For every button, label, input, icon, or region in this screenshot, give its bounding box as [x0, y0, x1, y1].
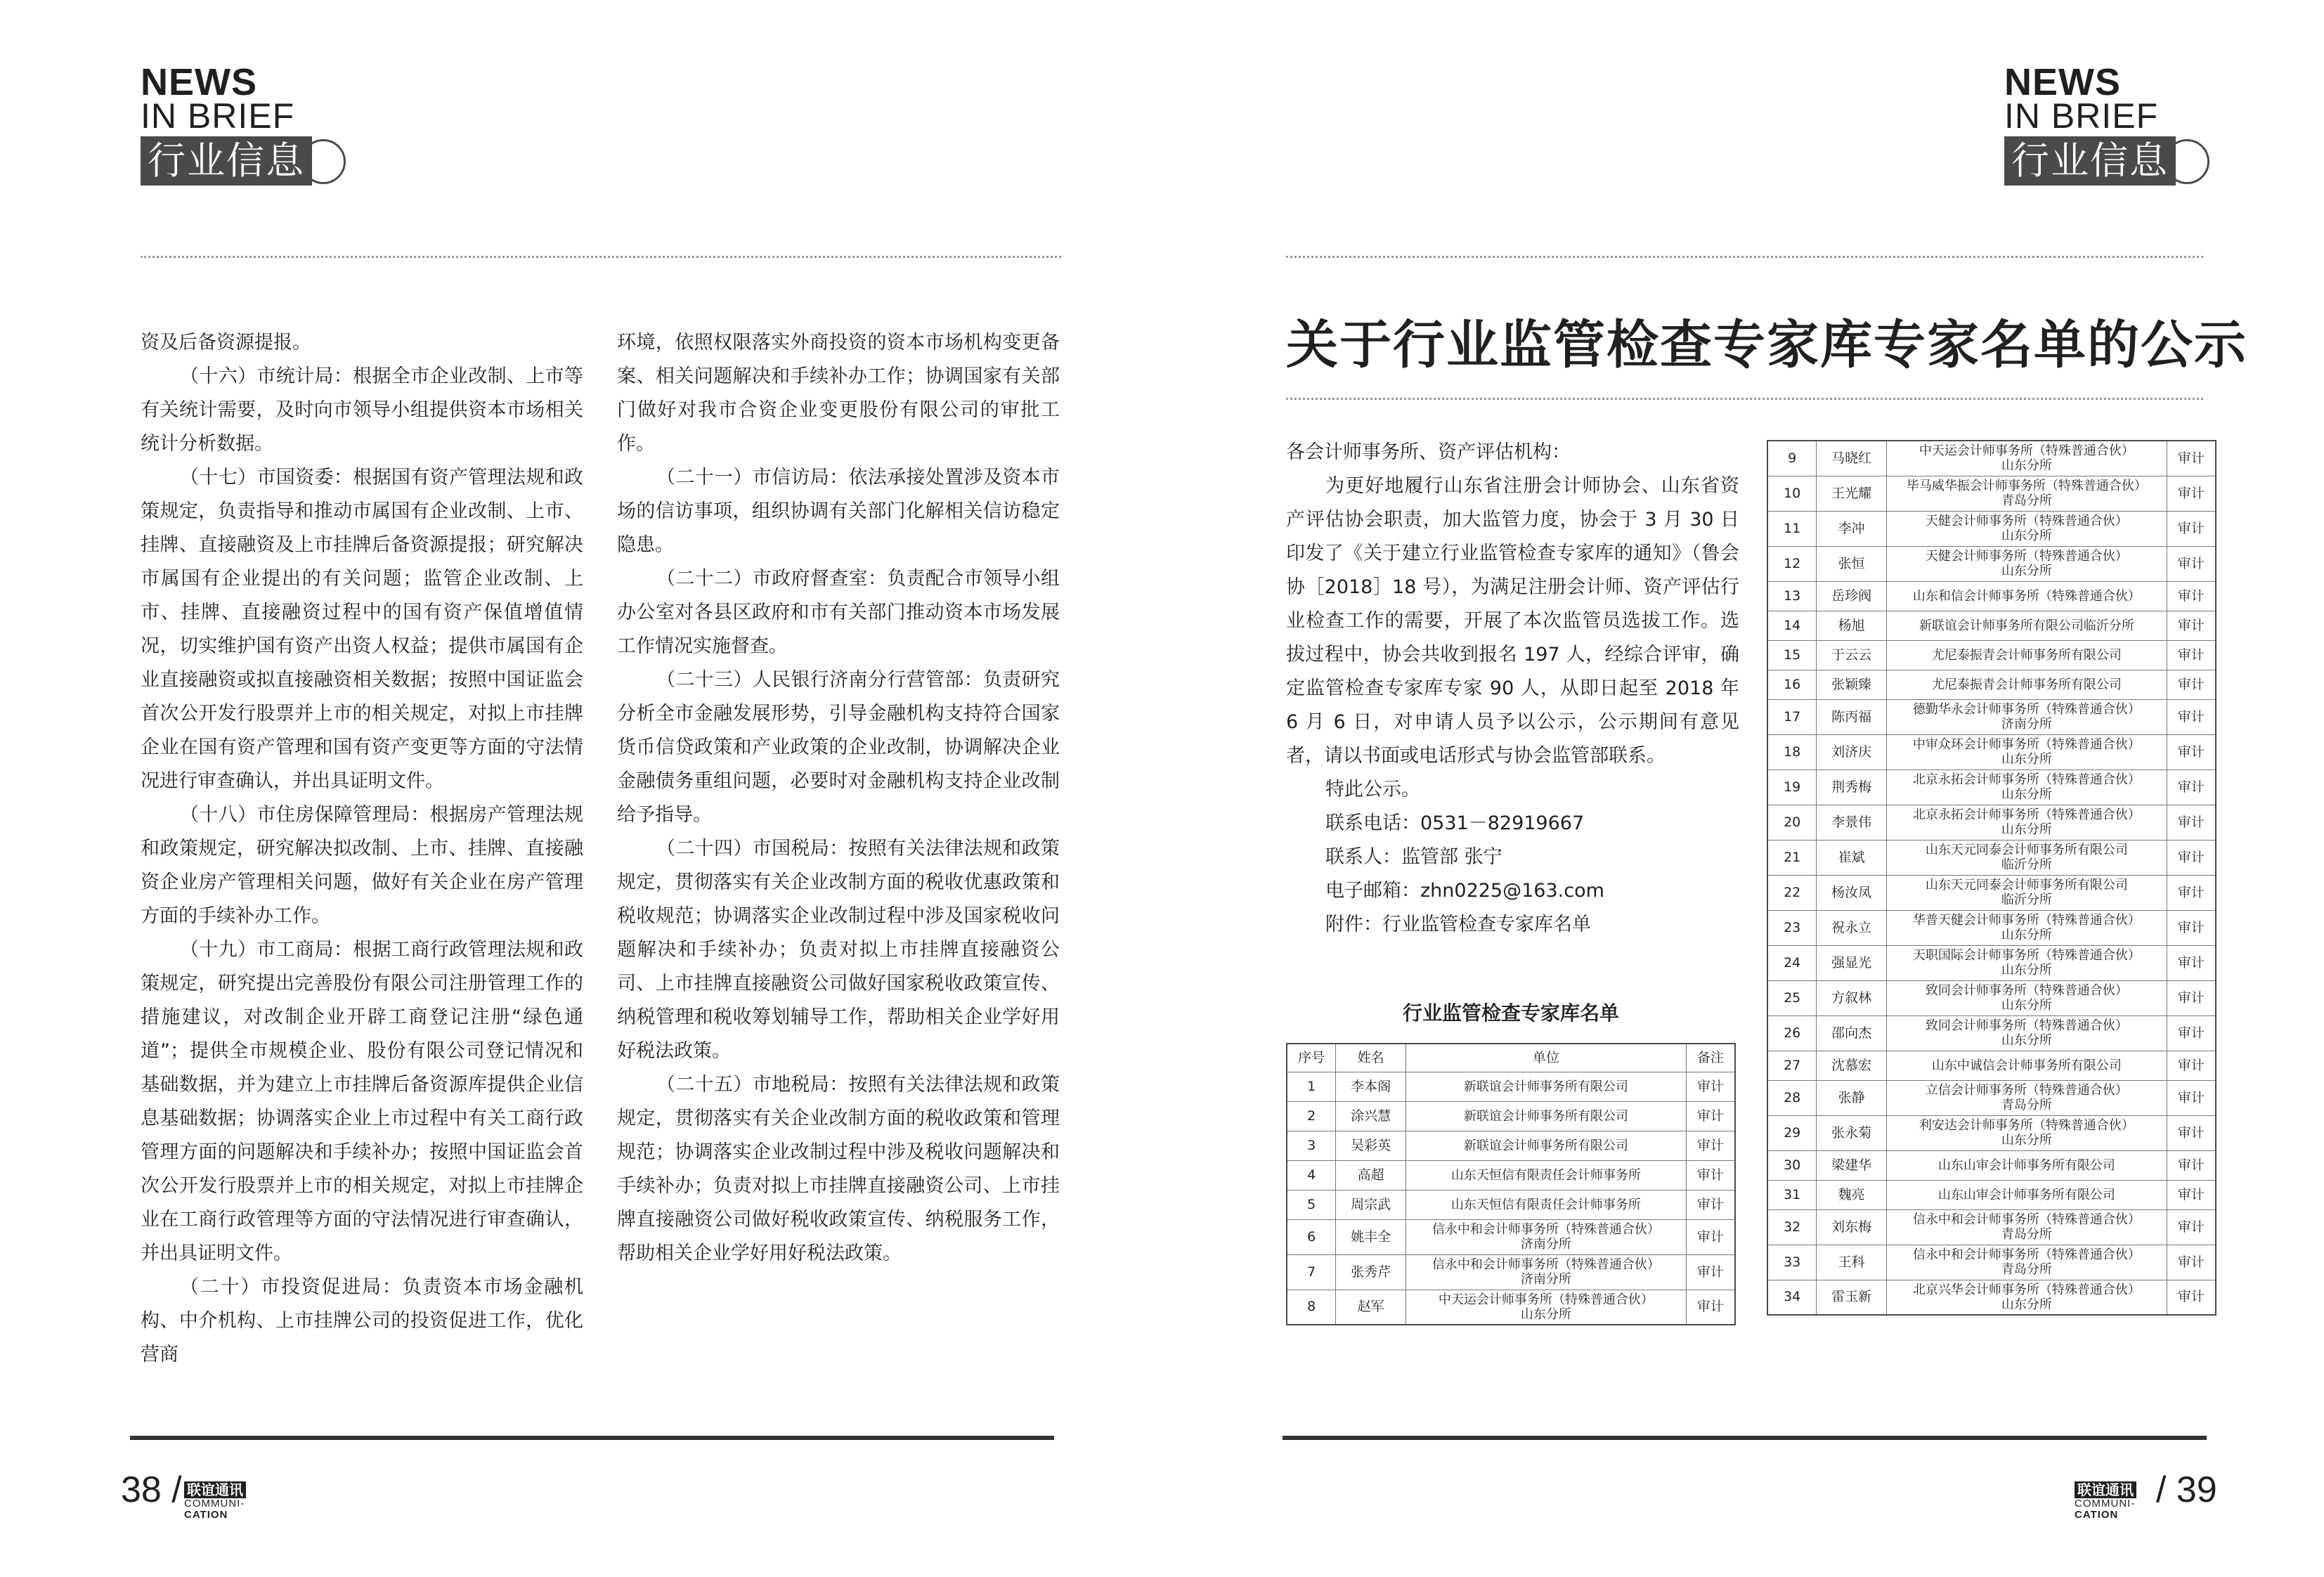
footer-rule-right: [1283, 1436, 2207, 1440]
paragraph: 资及后备资源提报。: [141, 332, 311, 353]
cell-name: 于云云: [1817, 640, 1887, 670]
cell-name: 涂兴慧: [1336, 1101, 1406, 1131]
cell-index: 19: [1767, 770, 1817, 805]
section-logo-left: [141, 61, 365, 186]
table-row: [1767, 805, 2216, 840]
paragraph: （二十）市投资促进局：负责资本市场金融机构、中介机构、上市挂牌公司的投资促进工作，优化营商: [141, 1276, 583, 1365]
cell-note: 审计: [2167, 581, 2216, 611]
header-name: 姓名: [1336, 1044, 1406, 1072]
paragraph: （十七）市国资委：根据国有资产管理法规和政策规定，负责指导和推动市属国有企业改制、上市、挂牌、直接融资及上市挂牌后备资源提报；研究解决市属国有企业提出的有关问题；监管企业改制、上市、挂牌、直接融资过程中的国有资产保值增值情况，切实维护国有资产出资人权益；提供市属国有企业直接融资或拟直接融资相关数据；按照中国证监会首次公开发行股票并上市的相关规定，对拟上市挂牌企业在国有资产管理和国有资产变更等方面的守法情况进行审查确认，并出具证明文件。: [141, 467, 583, 792]
cell-name: 祝永立: [1817, 910, 1887, 945]
notice-closing: 特此公示。: [1325, 779, 1420, 800]
roster-table-right: [1767, 440, 2216, 1316]
table-row: [1767, 1209, 2216, 1245]
cell-unit: 山东中诚信会计师事务所有限公司: [1887, 1051, 2167, 1080]
table-title: 行业监管检查专家库名单: [1402, 1001, 1619, 1025]
cell-name: 张秀芹: [1336, 1254, 1406, 1290]
header-divider-left: [141, 256, 1061, 258]
cell-unit: 新联谊会计师事务所有限公司临沂分所: [1887, 611, 2167, 640]
cell-name: 李本阁: [1336, 1072, 1406, 1101]
section-logo-right: [2004, 61, 2229, 186]
cell-note: 审计: [2167, 476, 2216, 511]
cell-note: 审计: [1686, 1190, 1735, 1219]
cell-unit: 山东天元同泰会计师事务所有限公司 临沂分所: [1887, 840, 2167, 875]
table-row: [1767, 1245, 2216, 1280]
logo-circle-icon: [2164, 139, 2209, 184]
cell-note: 审计: [2167, 640, 2216, 670]
table-row: [1767, 441, 2216, 476]
paragraph: （十六）市统计局：根据全市企业改制、上市等有关统计需要，及时向市领导小组提供资本市场相关统计分析数据。: [141, 365, 583, 455]
cell-index: 15: [1767, 640, 1817, 670]
paragraph: 环境，依照权限落实外商投资的资本市场机构变更备案、相关问题解决和手续补办工作；协调国家有关部门做好对我市合资企业变更股份有限公司的审批工作。: [617, 332, 1060, 455]
logo-section-tag: 行业信息: [2004, 136, 2176, 186]
table-row: [1767, 1015, 2216, 1051]
cell-note: 审计: [1686, 1219, 1735, 1254]
cell-name: 崔斌: [1817, 840, 1887, 875]
cell-name: 赵军: [1336, 1290, 1406, 1325]
cell-unit: 天健会计师事务所（特殊普通合伙） 山东分所: [1887, 546, 2167, 581]
cell-unit: 新联谊会计师事务所有限公司: [1406, 1131, 1687, 1160]
cell-index: 29: [1767, 1115, 1817, 1150]
cell-unit: 华普天健会计师事务所（特殊普通合伙） 山东分所: [1887, 910, 2167, 945]
cell-name: 张永菊: [1817, 1115, 1887, 1150]
cell-note: 审计: [1686, 1290, 1735, 1325]
cell-index: 13: [1767, 581, 1817, 611]
cell-index: 23: [1767, 910, 1817, 945]
cell-unit: 立信会计师事务所（特殊普通合伙） 青岛分所: [1887, 1080, 2167, 1115]
cell-unit: 北京兴华会计师事务所（特殊普通合伙） 山东分所: [1887, 1280, 2167, 1315]
header-note: 备注: [1686, 1044, 1735, 1072]
contact-person: 联系人：监管部 张宁: [1325, 846, 1502, 868]
cell-note: 审计: [2167, 1180, 2216, 1209]
cell-index: 16: [1767, 670, 1817, 699]
cell-index: 8: [1287, 1290, 1336, 1325]
table-row: [1287, 1131, 1735, 1160]
footer-rule-left: [130, 1436, 1054, 1440]
title-divider: [1286, 398, 2203, 400]
cell-note: 审计: [2167, 546, 2216, 581]
magazine-line2: CATION: [184, 1509, 228, 1521]
table-row: [1767, 640, 2216, 670]
table-row: [1767, 1115, 2216, 1150]
table-row: [1767, 840, 2216, 875]
table-row: [1287, 1101, 1735, 1131]
cell-note: 审计: [1686, 1131, 1735, 1160]
cell-unit: 信永中和会计师事务所（特殊普通合伙） 青岛分所: [1887, 1245, 2167, 1280]
logo-news: NEWS: [141, 61, 257, 103]
logo-circle-icon: [301, 139, 346, 184]
cell-note: 审计: [2167, 805, 2216, 840]
cell-index: 26: [1767, 1015, 1817, 1051]
magazine-line1: COMMUNI-: [184, 1498, 245, 1510]
cell-name: 周宗武: [1336, 1190, 1406, 1219]
table-row: [1767, 910, 2216, 945]
cell-note: 审计: [2167, 734, 2216, 770]
cell-note: 审计: [2167, 770, 2216, 805]
cell-unit: 中天运会计师事务所（特殊普通合伙） 山东分所: [1887, 441, 2167, 476]
cell-note: 审计: [2167, 1209, 2216, 1245]
cell-index: 1: [1287, 1072, 1336, 1101]
cell-name: 沈慕宏: [1817, 1051, 1887, 1080]
table-row: [1767, 1150, 2216, 1180]
table-row: [1287, 1219, 1735, 1254]
cell-index: 14: [1767, 611, 1817, 640]
cell-name: 李景伟: [1817, 805, 1887, 840]
logo-in-brief: IN BRIEF: [2004, 96, 2159, 136]
cell-unit: 山东和信会计师事务所（特殊普通合伙）: [1887, 581, 2167, 611]
paragraph: （二十三）人民银行济南分行营管部：负责研究分析全市金融发展形势，引导金融机构支持符合国家货币信贷政策和产业政策的企业改制，协调解决企业金融债务重组问题，必要时对金融机构支持企业改制给予指导。: [617, 669, 1060, 826]
cell-index: 7: [1287, 1254, 1336, 1290]
cell-index: 24: [1767, 945, 1817, 980]
table-row: [1287, 1072, 1735, 1101]
contact-email: 电子邮箱：zhn0225@163.com: [1325, 880, 1604, 902]
cell-note: 审计: [2167, 910, 2216, 945]
cell-index: 30: [1767, 1150, 1817, 1180]
cell-note: 审计: [2167, 511, 2216, 546]
cell-name: 杨汝凤: [1817, 875, 1887, 910]
table-row: [1767, 770, 2216, 805]
cell-name: 张颖臻: [1817, 670, 1887, 699]
cell-note: 审计: [2167, 1280, 2216, 1315]
table-row: [1767, 476, 2216, 511]
paragraph: （二十五）市地税局：按照有关法律法规和政策规定，贯彻落实有关企业改制方面的税收政策和管理规范；协调落实企业改制过程中涉及税收问题解决和手续补办；负责对拟上市挂牌直接融资公司、上市挂牌直接融资公司做好税收政策宣传、纳税服务工作，帮助相关企业学好用好税法政策。: [617, 1074, 1060, 1264]
cell-name: 魏亮: [1817, 1180, 1887, 1209]
cell-note: 审计: [1686, 1101, 1735, 1131]
cell-name: 方叙林: [1817, 980, 1887, 1015]
magazine-logo-left: [184, 1481, 265, 1521]
cell-note: 审计: [2167, 840, 2216, 875]
cell-unit: 新联谊会计师事务所有限公司: [1406, 1072, 1687, 1101]
table-row: [1767, 1080, 2216, 1115]
cell-index: 21: [1767, 840, 1817, 875]
cell-unit: 北京永拓会计师事务所（特殊普通合伙） 山东分所: [1887, 770, 2167, 805]
cell-note: 审计: [2167, 875, 2216, 910]
cell-unit: 山东天恒信有限责任会计师事务所: [1406, 1160, 1687, 1190]
cell-name: 王科: [1817, 1245, 1887, 1280]
paragraph: （十八）市住房保障管理局：根据房产管理法规和政策规定，研究解决拟改制、上市、挂牌、直接融资企业房产管理相关问题，做好有关企业在房产管理方面的手续补办工作。: [141, 804, 583, 927]
header-divider-right: [1286, 256, 2203, 258]
cell-unit: 天职国际会计师事务所（特殊普通合伙） 山东分所: [1887, 945, 2167, 980]
logo-section-tag: 行业信息: [141, 136, 312, 186]
cell-index: 25: [1767, 980, 1817, 1015]
logo-news: NEWS: [2004, 61, 2121, 103]
article-title: 关于行业监管检查专家库专家名单的公示: [1286, 315, 2247, 375]
cell-note: 审计: [2167, 670, 2216, 699]
cell-index: 27: [1767, 1051, 1817, 1080]
table-row: [1767, 945, 2216, 980]
table-row: [1767, 546, 2216, 581]
cell-unit: 中天运会计师事务所（特殊普通合伙） 山东分所: [1406, 1290, 1687, 1325]
cell-note: 审计: [2167, 611, 2216, 640]
table-header-row: [1287, 1044, 1735, 1072]
cell-index: 28: [1767, 1080, 1817, 1115]
attachment-note: 附件：行业监管检查专家库名单: [1325, 914, 1591, 935]
cell-index: 31: [1767, 1180, 1817, 1209]
cell-unit: 尤尼泰振青会计师事务所有限公司: [1887, 670, 2167, 699]
page-number-right: / 39: [2156, 1469, 2217, 1510]
cell-unit: 毕马威华振会计师事务所（特殊普通合伙） 青岛分所: [1887, 476, 2167, 511]
cell-index: 17: [1767, 699, 1817, 734]
cell-index: 22: [1767, 875, 1817, 910]
roster-table-left: [1286, 1043, 1736, 1325]
cell-unit: 北京永拓会计师事务所（特殊普通合伙） 山东分所: [1887, 805, 2167, 840]
cell-index: 2: [1287, 1101, 1336, 1131]
cell-note: 审计: [2167, 945, 2216, 980]
cell-note: 审计: [2167, 441, 2216, 476]
table-row: [1767, 1051, 2216, 1080]
table-row: [1767, 875, 2216, 910]
magazine-logo-right: [2075, 1481, 2155, 1521]
table-row: [1767, 734, 2216, 770]
paragraph: （二十一）市信访局：依法承接处置涉及资本市场的信访事项，组织协调有关部门化解相关信访稳定隐患。: [617, 467, 1060, 556]
cell-index: 9: [1767, 441, 1817, 476]
cell-note: 审计: [2167, 699, 2216, 734]
cell-name: 雷玉新: [1817, 1280, 1887, 1315]
magazine-line1: COMMUNI-: [2075, 1498, 2136, 1510]
cell-index: 20: [1767, 805, 1817, 840]
cell-note: 审计: [1686, 1254, 1735, 1290]
cell-index: 3: [1287, 1131, 1336, 1160]
cell-unit: 尤尼泰振青会计师事务所有限公司: [1887, 640, 2167, 670]
notice-text: [1286, 436, 1739, 942]
cell-unit: 致同会计师事务所（特殊普通合伙） 山东分所: [1887, 1015, 2167, 1051]
cell-name: 岳珍阀: [1817, 581, 1887, 611]
paragraph: （二十二）市政府督查室：负责配合市领导小组办公室对各县区政府和市有关部门推动资本市场发展工作情况实施督查。: [617, 568, 1060, 657]
cell-name: 高超: [1336, 1160, 1406, 1190]
table-row: [1287, 1290, 1735, 1325]
table-row: [1287, 1254, 1735, 1290]
cell-index: 11: [1767, 511, 1817, 546]
cell-unit: 山东山审会计师事务所有限公司: [1887, 1150, 2167, 1180]
table-row: [1287, 1160, 1735, 1190]
cell-name: 王光耀: [1817, 476, 1887, 511]
cell-index: 5: [1287, 1190, 1336, 1219]
table-row: [1767, 511, 2216, 546]
cell-index: 6: [1287, 1219, 1336, 1254]
cell-name: 邵向杰: [1817, 1015, 1887, 1051]
cell-note: 审计: [1686, 1072, 1735, 1101]
table-row: [1767, 611, 2216, 640]
cell-note: 审计: [2167, 1051, 2216, 1080]
paragraph: （十九）市工商局：根据工商行政管理法规和政策规定，研究提出完善股份有限公司注册管理工作的措施建议，对改制企业开辟工商登记注册“绿色通道”；提供全市规模企业、股份有限公司登记情况和基础数据，并为建立上市挂牌后备资源库提供企业信息基础数据；协调落实企业上市过程中有关工商行政管理方面的问题解决和手续补办；按照中国证监会首次公开发行股票并上市的相关规定，对拟上市挂牌企业在工商行政管理等方面的守法情况进行审查确认，并出具证明文件。: [141, 939, 583, 1264]
cell-name: 梁建华: [1817, 1150, 1887, 1180]
magazine-name: 联谊通讯: [184, 1481, 246, 1498]
cell-unit: 山东山审会计师事务所有限公司: [1887, 1180, 2167, 1209]
cell-name: 杨旭: [1817, 611, 1887, 640]
paragraph: （二十四）市国税局：按照有关法律法规和政策规定，贯彻落实有关企业改制方面的税收优惠政策和税收规范；协调落实企业改制过程中涉及国家税收问题解决和手续补办；负责对拟上市挂牌直接融资公司、上市挂牌直接融资公司做好国家税收政策宣传、纳税管理和税收筹划辅导工作，帮助相关企业学好用好税法政策。: [617, 838, 1060, 1062]
cell-unit: 山东天恒信有限责任会计师事务所: [1406, 1190, 1687, 1219]
cell-name: 刘东梅: [1817, 1209, 1887, 1245]
cell-unit: 信永中和会计师事务所（特殊普通合伙） 济南分所: [1406, 1254, 1687, 1290]
article-column-1: [141, 326, 583, 1372]
cell-name: 李冲: [1817, 511, 1887, 546]
cell-index: 18: [1767, 734, 1817, 770]
cell-unit: 信永中和会计师事务所（特殊普通合伙） 青岛分所: [1887, 1209, 2167, 1245]
cell-unit: 致同会计师事务所（特殊普通合伙） 山东分所: [1887, 980, 2167, 1015]
cell-unit: 中审众环会计师事务所（特殊普通合伙） 山东分所: [1887, 734, 2167, 770]
cell-name: 马晓红: [1817, 441, 1887, 476]
cell-name: 姚丰全: [1336, 1219, 1406, 1254]
cell-index: 4: [1287, 1160, 1336, 1190]
cell-note: 审计: [2167, 1080, 2216, 1115]
cell-name: 吴彩英: [1336, 1131, 1406, 1160]
cell-note: 审计: [2167, 1150, 2216, 1180]
table-row: [1767, 581, 2216, 611]
cell-name: 陈丙福: [1817, 699, 1887, 734]
page-number-left: 38 /: [121, 1469, 182, 1510]
table-row: [1287, 1190, 1735, 1219]
notice-body: 为更好地履行山东省注册会计师协会、山东省资产评估协会职责，加大监管力度，协会于 3 月 30 日印发了《关于建立行业监管检查专家库的通知》（鲁会协［2018］18 号），为满足注册会计师、资产评估行业检查工作的需要，开展了本次监管员选拔工作。选拔过程中，协会共收到报名 197 人，经综合评审，确定监管检查专家库专家 90 人，从即日起至 2018 年 6 月 6 日，对申请人员予以公示，公示期间有意见者，请以书面或电话形式与协会监管部联系。: [1286, 475, 1739, 767]
cell-note: 审计: [2167, 1245, 2216, 1280]
table-row: [1767, 980, 2216, 1015]
logo-in-brief: IN BRIEF: [141, 96, 295, 136]
cell-note: 审计: [2167, 980, 2216, 1015]
cell-index: 34: [1767, 1280, 1817, 1315]
cell-unit: 信永中和会计师事务所（特殊普通合伙） 济南分所: [1406, 1219, 1687, 1254]
article-column-2: [617, 326, 1060, 1271]
cell-note: 审计: [2167, 1015, 2216, 1051]
cell-name: 荆秀梅: [1817, 770, 1887, 805]
table-row: [1767, 699, 2216, 734]
header-unit: 单位: [1406, 1044, 1687, 1072]
magazine-name: 联谊通讯: [2075, 1481, 2136, 1498]
cell-name: 强显光: [1817, 945, 1887, 980]
cell-unit: 利安达会计师事务所（特殊普通合伙） 山东分所: [1887, 1115, 2167, 1150]
salutation: 各会计师事务所、资产评估机构：: [1286, 441, 1571, 463]
cell-name: 张恒: [1817, 546, 1887, 581]
contact-phone: 联系电话：0531－82919667: [1325, 812, 1585, 834]
cell-unit: 新联谊会计师事务所有限公司: [1406, 1101, 1687, 1131]
cell-note: 审计: [1686, 1160, 1735, 1190]
cell-unit: 山东天元同泰会计师事务所有限公司 临沂分所: [1887, 875, 2167, 910]
cell-index: 33: [1767, 1245, 1817, 1280]
cell-note: 审计: [2167, 1115, 2216, 1150]
cell-unit: 德勤华永会计师事务所（特殊普通合伙） 济南分所: [1887, 699, 2167, 734]
cell-index: 10: [1767, 476, 1817, 511]
cell-name: 张静: [1817, 1080, 1887, 1115]
header-index: 序号: [1287, 1044, 1336, 1072]
table-row: [1767, 1280, 2216, 1315]
magazine-line2: CATION: [2075, 1509, 2119, 1521]
cell-unit: 天健会计师事务所（特殊普通合伙） 山东分所: [1887, 511, 2167, 546]
table-row: [1767, 670, 2216, 699]
cell-index: 12: [1767, 546, 1817, 581]
table-row: [1767, 1180, 2216, 1209]
cell-index: 32: [1767, 1209, 1817, 1245]
cell-name: 刘济庆: [1817, 734, 1887, 770]
